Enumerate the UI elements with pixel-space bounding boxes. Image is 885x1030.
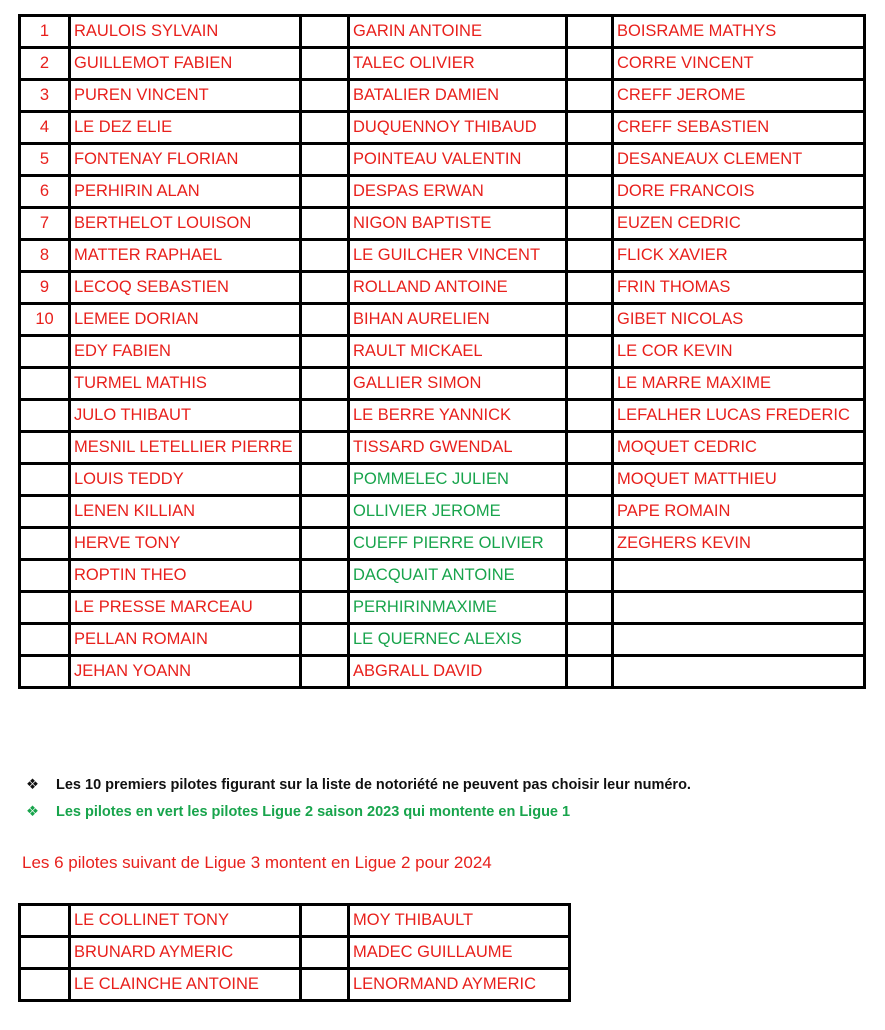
- table-row: [20, 560, 865, 592]
- pilot-name-cell: JEHAN YOANN: [70, 656, 301, 688]
- pilot-name-cell: LE MARRE MAXIME: [613, 368, 865, 400]
- pilot-name-cell: LE QUERNEC ALEXIS: [349, 624, 567, 656]
- pilot-name-cell: LE CLAINCHE ANTOINE: [70, 969, 301, 1001]
- note-top-ten: [26, 777, 691, 793]
- pilot-name-cell: MADEC GUILLAUME: [349, 937, 570, 969]
- promoted-pilots-body: [20, 905, 570, 1001]
- pilot-name-cell: [613, 656, 865, 688]
- pilot-name-cell: JULO THIBAUT: [70, 400, 301, 432]
- empty-number-cell: [301, 592, 349, 624]
- empty-number-cell: [567, 176, 613, 208]
- empty-number-cell: [567, 496, 613, 528]
- empty-number-cell: [567, 208, 613, 240]
- table-row: [20, 624, 865, 656]
- pilot-name-cell: BIHAN AURELIEN: [349, 304, 567, 336]
- rank-number-cell: 6: [20, 176, 70, 208]
- empty-number-cell: [301, 272, 349, 304]
- table-row: [20, 400, 865, 432]
- pilot-name-cell: GARIN ANTOINE: [349, 16, 567, 48]
- empty-number-cell: [301, 368, 349, 400]
- rank-number-cell: 9: [20, 272, 70, 304]
- pilot-name-cell: LOUIS TEDDY: [70, 464, 301, 496]
- empty-number-cell: [301, 905, 349, 937]
- pilot-name-cell: DUQUENNOY THIBAUD: [349, 112, 567, 144]
- empty-number-cell: [567, 528, 613, 560]
- rank-number-cell: [20, 336, 70, 368]
- pilot-name-cell: EDY FABIEN: [70, 336, 301, 368]
- empty-number-cell: [567, 112, 613, 144]
- empty-number-cell: [567, 304, 613, 336]
- empty-number-cell: [301, 496, 349, 528]
- pilot-name-cell: GALLIER SIMON: [349, 368, 567, 400]
- pilot-name-cell: LEFALHER LUCAS FREDERIC: [613, 400, 865, 432]
- table-row: [20, 937, 570, 969]
- empty-number-cell: [567, 400, 613, 432]
- pilot-name-cell: MOQUET CEDRIC: [613, 432, 865, 464]
- table-row: [20, 464, 865, 496]
- note-green-pilots: [26, 804, 570, 820]
- rank-number-cell: 10: [20, 304, 70, 336]
- pilot-name-cell: ABGRALL DAVID: [349, 656, 567, 688]
- empty-number-cell: [301, 16, 349, 48]
- table-row: [20, 592, 865, 624]
- pilot-name-cell: BOISRAME MATHYS: [613, 16, 865, 48]
- table-row: [20, 336, 865, 368]
- pilot-name-cell: PELLAN ROMAIN: [70, 624, 301, 656]
- pilot-name-cell: DESANEAUX CLEMENT: [613, 144, 865, 176]
- empty-number-cell: [567, 48, 613, 80]
- empty-number-cell: [567, 464, 613, 496]
- pilot-name-cell: BERTHELOT LOUISON: [70, 208, 301, 240]
- rank-number-cell: [20, 624, 70, 656]
- rank-number-cell: 2: [20, 48, 70, 80]
- rank-number-cell: 1: [20, 16, 70, 48]
- rank-number-cell: [20, 496, 70, 528]
- rank-number-cell: [20, 400, 70, 432]
- pilot-name-cell: PAPE ROMAIN: [613, 496, 865, 528]
- pilot-name-cell: PERHIRIN ALAN: [70, 176, 301, 208]
- promotion-heading: Les 6 pilotes suivant de Ligue 3 montent en Ligue 2 pour 2024: [22, 853, 492, 872]
- pilot-name-cell: LE COR KEVIN: [613, 336, 865, 368]
- empty-number-cell: [301, 144, 349, 176]
- empty-number-cell: [567, 656, 613, 688]
- table-row: [20, 176, 865, 208]
- empty-number-cell: [301, 208, 349, 240]
- pilot-name-cell: LE BERRE YANNICK: [349, 400, 567, 432]
- pilot-name-cell: POMMELEC JULIEN: [349, 464, 567, 496]
- diamond-bullet-icon: ❖: [26, 777, 39, 793]
- empty-number-cell: [301, 937, 349, 969]
- rank-number-cell: 7: [20, 208, 70, 240]
- rank-number-cell: [20, 560, 70, 592]
- table-row: [20, 368, 865, 400]
- table-row: [20, 304, 865, 336]
- empty-number-cell: [301, 336, 349, 368]
- empty-number-cell: [301, 560, 349, 592]
- empty-number-cell: [567, 432, 613, 464]
- table-row: [20, 112, 865, 144]
- rank-number-cell: 8: [20, 240, 70, 272]
- empty-number-cell: [301, 240, 349, 272]
- rank-number-cell: 3: [20, 80, 70, 112]
- pilot-name-cell: TISSARD GWENDAL: [349, 432, 567, 464]
- pilot-list-body: [20, 16, 865, 688]
- table-row: [20, 969, 570, 1001]
- empty-number-cell: [567, 368, 613, 400]
- table-row: [20, 496, 865, 528]
- pilot-name-cell: LENORMAND AYMERIC: [349, 969, 570, 1001]
- rank-number-cell: [20, 464, 70, 496]
- empty-number-cell: [20, 937, 70, 969]
- diamond-bullet-icon: ❖: [26, 804, 39, 820]
- table-row: [20, 144, 865, 176]
- rank-number-cell: [20, 528, 70, 560]
- pilot-name-cell: DESPAS ERWAN: [349, 176, 567, 208]
- rank-number-cell: [20, 656, 70, 688]
- pilot-name-cell: POINTEAU VALENTIN: [349, 144, 567, 176]
- pilot-name-cell: DORE FRANCOIS: [613, 176, 865, 208]
- table-row: [20, 16, 865, 48]
- pilot-name-cell: TURMEL MATHIS: [70, 368, 301, 400]
- empty-number-cell: [567, 16, 613, 48]
- pilot-name-cell: LE PRESSE MARCEAU: [70, 592, 301, 624]
- pilot-name-cell: BATALIER DAMIEN: [349, 80, 567, 112]
- table-row: [20, 656, 865, 688]
- empty-number-cell: [567, 144, 613, 176]
- pilot-name-cell: ROLLAND ANTOINE: [349, 272, 567, 304]
- table-row: [20, 905, 570, 937]
- empty-number-cell: [301, 176, 349, 208]
- pilot-name-cell: CREFF JEROME: [613, 80, 865, 112]
- pilot-name-cell: MATTER RAPHAEL: [70, 240, 301, 272]
- empty-number-cell: [301, 464, 349, 496]
- pilot-name-cell: RAULOIS SYLVAIN: [70, 16, 301, 48]
- pilot-name-cell: RAULT MICKAEL: [349, 336, 567, 368]
- pilot-name-cell: FLICK XAVIER: [613, 240, 865, 272]
- table-row: [20, 80, 865, 112]
- empty-number-cell: [20, 969, 70, 1001]
- pilot-name-cell: LE COLLINET TONY: [70, 905, 301, 937]
- promoted-pilots-table: [18, 903, 571, 1002]
- pilot-list-table: [18, 14, 866, 689]
- rank-number-cell: 5: [20, 144, 70, 176]
- empty-number-cell: [567, 240, 613, 272]
- pilot-name-cell: LE GUILCHER VINCENT: [349, 240, 567, 272]
- empty-number-cell: [301, 432, 349, 464]
- empty-number-cell: [567, 80, 613, 112]
- empty-number-cell: [567, 624, 613, 656]
- pilot-name-cell: [613, 592, 865, 624]
- empty-number-cell: [567, 336, 613, 368]
- rank-number-cell: [20, 368, 70, 400]
- rank-number-cell: 4: [20, 112, 70, 144]
- pilot-name-cell: PUREN VINCENT: [70, 80, 301, 112]
- pilot-name-cell: MESNIL LETELLIER PIERRE: [70, 432, 301, 464]
- table-row: [20, 208, 865, 240]
- pilot-name-cell: LE DEZ ELIE: [70, 112, 301, 144]
- pilot-name-cell: EUZEN CEDRIC: [613, 208, 865, 240]
- table-row: [20, 432, 865, 464]
- pilot-name-cell: LENEN KILLIAN: [70, 496, 301, 528]
- pilot-name-cell: GIBET NICOLAS: [613, 304, 865, 336]
- table-row: [20, 272, 865, 304]
- empty-number-cell: [301, 304, 349, 336]
- pilot-name-cell: CREFF SEBASTIEN: [613, 112, 865, 144]
- empty-number-cell: [301, 624, 349, 656]
- pilot-name-cell: LEMEE DORIAN: [70, 304, 301, 336]
- rank-number-cell: [20, 592, 70, 624]
- pilot-name-cell: ZEGHERS KEVIN: [613, 528, 865, 560]
- empty-number-cell: [301, 112, 349, 144]
- empty-number-cell: [301, 400, 349, 432]
- note-green-pilots-text: Les pilotes en vert les pilotes Ligue 2 saison 2023 qui montente en Ligue 1: [56, 804, 571, 820]
- pilot-name-cell: FRIN THOMAS: [613, 272, 865, 304]
- pilot-name-cell: ROPTIN THEO: [70, 560, 301, 592]
- pilot-name-cell: [613, 624, 865, 656]
- table-row: [20, 240, 865, 272]
- pilot-name-cell: [613, 560, 865, 592]
- pilot-name-cell: NIGON BAPTISTE: [349, 208, 567, 240]
- note-top-ten-text: Les 10 premiers pilotes figurant sur la liste de notoriété ne peuvent pas choisir leur numéro.: [56, 777, 691, 793]
- rank-number-cell: [20, 432, 70, 464]
- empty-number-cell: [20, 905, 70, 937]
- pilot-name-cell: DACQUAIT ANTOINE: [349, 560, 567, 592]
- empty-number-cell: [567, 560, 613, 592]
- empty-number-cell: [301, 528, 349, 560]
- pilot-name-cell: CUEFF PIERRE OLIVIER: [349, 528, 567, 560]
- pilot-name-cell: LECOQ SEBASTIEN: [70, 272, 301, 304]
- table-row: [20, 528, 865, 560]
- empty-number-cell: [567, 592, 613, 624]
- pilot-name-cell: BRUNARD AYMERIC: [70, 937, 301, 969]
- pilot-name-cell: MOY THIBAULT: [349, 905, 570, 937]
- empty-number-cell: [567, 272, 613, 304]
- pilot-name-cell: FONTENAY FLORIAN: [70, 144, 301, 176]
- pilot-name-cell: OLLIVIER JEROME: [349, 496, 567, 528]
- pilot-name-cell: TALEC OLIVIER: [349, 48, 567, 80]
- empty-number-cell: [301, 656, 349, 688]
- table-row: [20, 48, 865, 80]
- empty-number-cell: [301, 969, 349, 1001]
- pilot-name-cell: CORRE VINCENT: [613, 48, 865, 80]
- pilot-name-cell: GUILLEMOT FABIEN: [70, 48, 301, 80]
- pilot-name-cell: HERVE TONY: [70, 528, 301, 560]
- pilot-name-cell: MOQUET MATTHIEU: [613, 464, 865, 496]
- pilot-name-cell: PERHIRINMAXIME: [349, 592, 567, 624]
- empty-number-cell: [301, 48, 349, 80]
- empty-number-cell: [301, 80, 349, 112]
